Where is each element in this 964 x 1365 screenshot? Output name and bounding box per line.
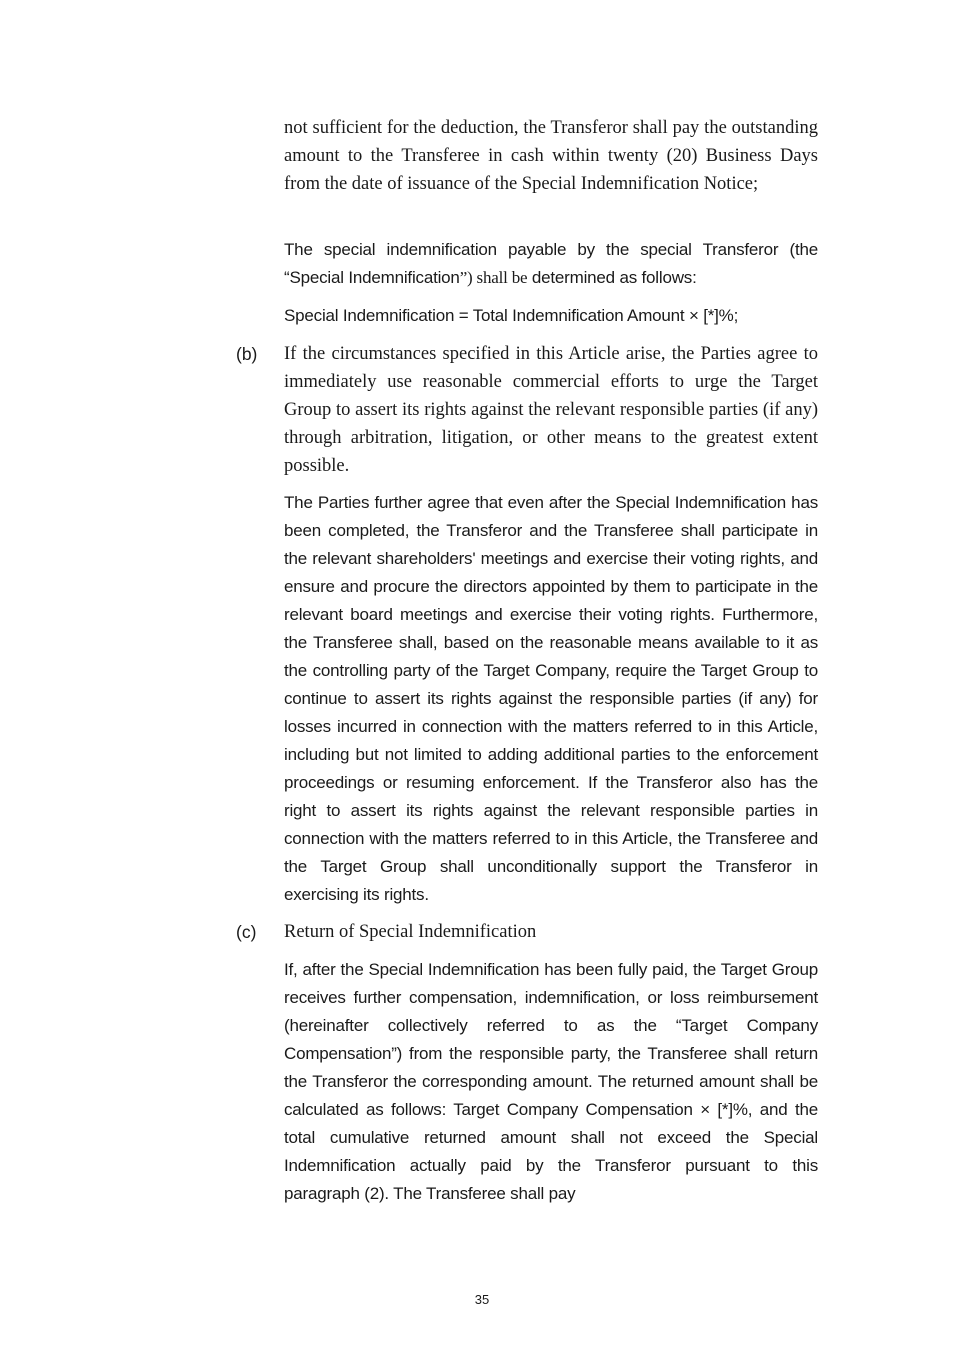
paragraph-indemnification-formula: Special Indemnification = Total Indemnification Amount × [*]%; (284, 306, 739, 325)
paragraph-deduction-continuation: not sufficient for the deduction, the Transferor shall pay the outstanding amount to the Transferee in cash within twenty (20) Business Days from the date of issuance of the Special Indemnification Notice; (284, 118, 818, 194)
definition-text-part2: ”) shall be (459, 268, 528, 287)
clause-label-b: (b) (236, 344, 258, 364)
page-number: 35 (474, 1292, 490, 1307)
paragraph-b-rights-assertion: If the circumstances specified in this Article arise, the Parties agree to immediately use reasonable commercial efforts to urge the Target Group to assert its rights against the relevant responsible parties (if any) through arbitration, litigation, or other means to the greatest extent possible. (284, 344, 818, 476)
clause-label-c: (c) (236, 922, 257, 942)
clause-c-heading: Return of Special Indemnification (284, 922, 537, 942)
paragraph-special-indemnification-definition (284, 236, 818, 292)
paragraph-b-further-agreement: The Parties further agree that even after the Special Indemnification has been completed, the Transferor and the Transferee shall participate in the relevant shareholders' meetings and exercise their voting rights, and ensure and procure the directors appointed by them to participate in the relevant board meetings and exercise their voting rights. Furthermore, the Transferee shall, based on the reasonable means available to it as the controlling party of the Target Company, require the Target Group to continue to assert its rights against the responsible parties (if any) for losses incurred in connection with the matters referred to in this Article, including but not limited to adding additional parties to the enforcement proceedings or resuming enforcement. If the Transferor also has the right to assert its rights against the relevant responsible parties in connection with the matters referred to in this Article, the Transferee and the Target Group shall unconditionally support the Transferor in exercising its rights. (284, 493, 818, 904)
definition-text-part3: determined as follows: (527, 268, 697, 287)
definition-text-part1: The special indemnification payable by the special Transferor (the “Special Indemnification (284, 240, 818, 287)
paragraph-c-return-terms: If, after the Special Indemnification has been fully paid, the Target Group receives further compensation, indemnification, or loss reimbursement (hereinafter collectively referred to as the “Target Company Compensation”) from the responsible party, the Transferee shall return the Transferor the corresponding amount. The returned amount shall be calculated as follows: Target Company Compensation × [*]%, and the total cumulative returned amount shall not exceed the Special Indemnification actually paid by the Transferor pursuant to this paragraph (2). The Transferee shall pay (284, 960, 818, 1203)
